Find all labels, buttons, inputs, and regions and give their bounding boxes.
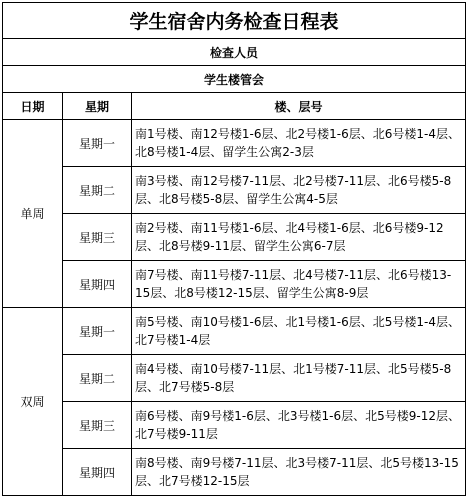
- table-row: [3, 261, 466, 308]
- weekday-cell: 星期四: [63, 261, 132, 308]
- committee-label: 学生楼管会: [3, 66, 466, 93]
- floors-text: 南6号楼、南9号楼1-6层、北3号楼1-6层、北5号楼9-12层、北7号楼9-11层: [135, 409, 460, 441]
- floors-cell: [132, 449, 466, 496]
- table-row: [3, 167, 466, 214]
- floors-cell: [132, 120, 466, 167]
- floors-text: 南2号楼、南11号楼1-6层、北4号楼1-6层、北6号楼9-12层、北8号楼9-11层、留学生公寓6-7层: [135, 221, 444, 253]
- weekday-cell: 星期三: [63, 214, 132, 261]
- header-floors: 楼、层号: [132, 93, 466, 120]
- table-row: [3, 402, 466, 449]
- floors-text: 南3号楼、南12号楼7-11层、北2号楼7-11层、北6号楼5-8层、北8号楼5-8层、留学生公寓4-5层: [135, 174, 452, 206]
- floors-cell: [132, 214, 466, 261]
- table-row: [3, 120, 466, 167]
- floors-text: 南7号楼、南11号楼7-11层、北4号楼7-11层、北6号楼13-15层、北8号楼12-15层、留学生公寓8-9层: [135, 268, 452, 300]
- floors-cell: [132, 167, 466, 214]
- header-weekday: 星期: [63, 93, 132, 120]
- floors-text: 南8号楼、南9号楼7-11层、北3号楼7-11层、北5号楼13-15层、北7号楼12-15层: [135, 456, 459, 488]
- floors-text: 南5号楼、南10号楼1-6层、北1号楼1-6层、北5号楼1-4层、北7号楼1-4层: [135, 315, 460, 347]
- table-row: [3, 355, 466, 402]
- floors-cell: [132, 308, 466, 355]
- floors-cell: [132, 355, 466, 402]
- schedule-table: [2, 2, 466, 496]
- table-title: 学生宿舍内务检查日程表: [3, 3, 466, 39]
- weekday-cell: 星期四: [63, 449, 132, 496]
- week-label-even: 双周: [3, 308, 63, 496]
- week-label-odd: 单周: [3, 120, 63, 308]
- weekday-cell: 星期三: [63, 402, 132, 449]
- schedule-sheet: [2, 2, 465, 494]
- table-row: [3, 449, 466, 496]
- floors-cell: [132, 261, 466, 308]
- header-date: 日期: [3, 93, 63, 120]
- floors-text: 南4号楼、南10号楼7-11层、北1号楼7-11层、北5号楼5-8层、北7号楼5-8层: [135, 362, 452, 394]
- floors-cell: [132, 402, 466, 449]
- weekday-cell: 星期一: [63, 308, 132, 355]
- weekday-cell: 星期二: [63, 355, 132, 402]
- weekday-cell: 星期一: [63, 120, 132, 167]
- table-row: [3, 308, 466, 355]
- weekday-cell: 星期二: [63, 167, 132, 214]
- inspectors-label: 检查人员: [3, 39, 466, 66]
- table-row: [3, 214, 466, 261]
- floors-text: 南1号楼、南12号楼1-6层、北2号楼1-6层、北6号楼1-4层、北8号楼1-4层、留学生公寓2-3层: [135, 127, 460, 159]
